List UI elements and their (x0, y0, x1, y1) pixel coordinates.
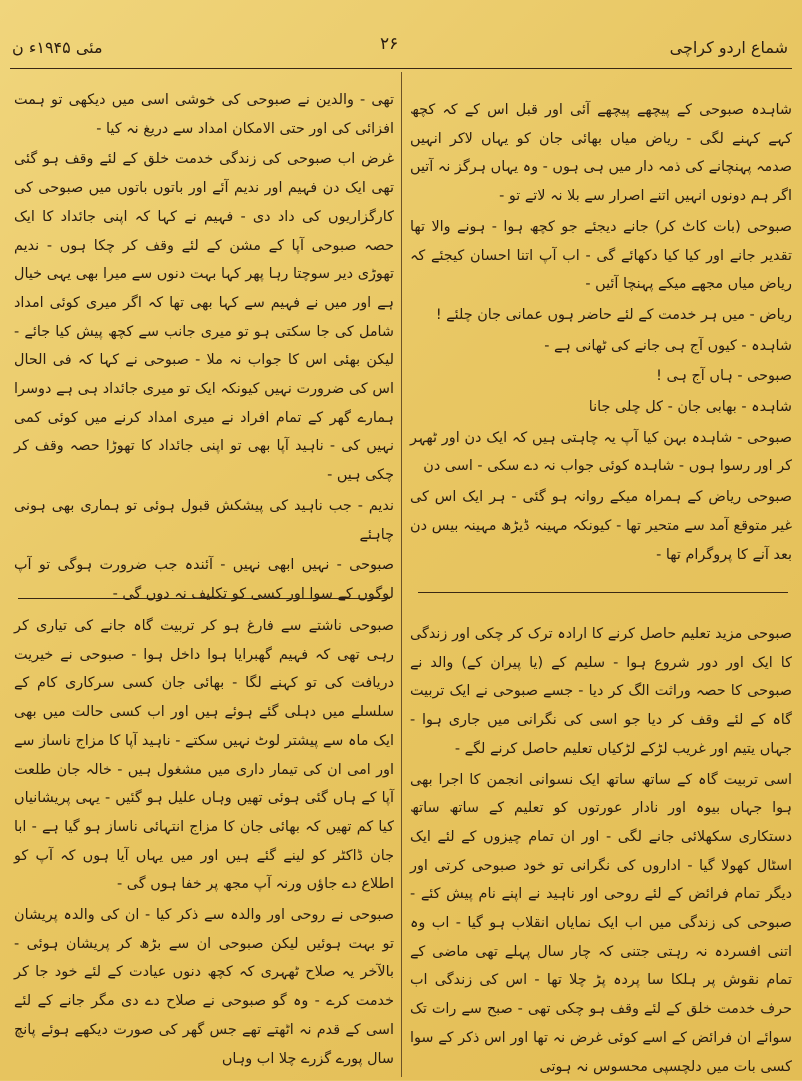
paragraph: شاہدہ - کیوں آج ہی جانے کی ٹھانی ہے - (544, 337, 792, 354)
paragraph: شاہدہ - بھابی جان - کل چلی جانا (588, 399, 792, 416)
paragraph: تھی - والدین نے صبوحی کی خوشی اسی میں دیکھی تو ہمت افزائی کی اور حتی الامکان امداد سے دریغ نہ کیا - (14, 92, 394, 137)
paragraph: شاہدہ صبوحی کے پیچھے پیچھے آئی اور قبل اس کے کہ کچھ کہے کہنے لگی - ریاض میاں بھائی جان کو یہاں لاکر انہیں صدمہ پہنچانے کی ذمہ دار میں ہی ہوں - وہ یہاں ہرگز نہ آتیں اگر ہم دونوں انہیں اتنے اصرار سے بلا نہ لاتے تو - (410, 102, 792, 205)
paragraph: ریاض - میں ہر خدمت کے لئے حاضر ہوں عمانی جان چلئے ! (435, 306, 792, 323)
paragraph: صبوحی - شاہدہ بہن کیا آپ یہ چاہتی ہیں کہ ایک دن اور ٹھہر کر اور رسوا ہوں - شاہدہ کوئی جواب نہ دے سکی - اسی دن (410, 429, 792, 475)
page-number: ۲۶ (380, 34, 399, 54)
paragraph: صبوحی - نہیں ابھی نہیں - آئندہ جب ضرورت ہوگی تو آپ لوگوں کے سوا اور کسی کو تکلیف نہ دوں گی - (14, 557, 394, 602)
section-rule (418, 592, 788, 593)
paragraph: صبوحی - ہاں آج ہی ! (656, 368, 792, 385)
left-column-bottom (14, 612, 394, 1077)
magazine-name: شماع اردو کراچی (669, 38, 788, 57)
paragraph: صبوحی (بات کاٹ کر) جانے دیجئے جو کچھ ہوا - ہونے والا تھا تقدیر جانے اور کیا کیا دکھائے گی - اب آپ اتنا احسان کیجئے کہ ریاض میاں مجھے میکے پہنچا آئیں - (410, 218, 792, 293)
paragraph: صبوحی مزید تعلیم حاصل کرنے کا ارادہ ترک کر چکی اور زندگی کا ایک اور دور شروع ہوا - سلیم کے (یا پیران کے) والد نے صبوحی کا حصہ وراثت الگ کر دیا - جسے صبوحی نے ایک تربیت گاہ کے لئے وقف کر دیا جو اسی کی نگرانی میں جاری ہوا - جہاں یتیم اور غریب لڑکے لڑکیاں تعلیم حاصل کرنے لگے - (410, 626, 792, 757)
header-rule (10, 68, 792, 69)
paragraph: صبوحی نے روحی اور والدہ سے ذکر کیا - ان کی والدہ پریشان تو بہت ہوئیں لیکن صبوحی ان سے بڑھ کر پریشان ہوئی - بالآخر یہ صلاح ٹھہری کہ کچھ دنوں عیادت کے لئے خود جا کر خدمت کرے - وہ گو صبوحی نے صلاح دے دی مگر جانے کے لئے اسی کے قدم نہ اٹھتے تھے جس گھر کی صورت دیکھے ہوئے پانچ سال پورے گزرے چلا اب وہاں (14, 907, 394, 1067)
page-header (0, 0, 802, 72)
right-column-top (410, 96, 792, 576)
column-divider (401, 72, 402, 1077)
paragraph: غرض اب صبوحی کی زندگی خدمت خلق کے لئے وقف ہو گئی تھی ایک دن فہیم اور ندیم آئے اور باتوں باتوں میں صبوحی کی کارگزاریوں کی داد دی - فہیم نے کہا کہ اپنی جائداد کا ایک حصہ صبوحی آپا کے مشن کے لئے وقف کر چکا ہوں - ندیم تھوڑی دیر سوچتا رہا پھر کہا بہت دنوں سے میرا بھی یہی خیال ہے اور میں نے فہیم سے کہا بھی تھا کہ اگر میری کوئی امداد شامل کی جا سکتی ہو تو میری جانب سے کچھ پیش کیا جائے - لیکن بھئی اس کا جواب نہ ملا - صبوحی نے کہا کہ فی الحال اس کی ضرورت نہیں کیونکہ ایک تو میری جائداد ہی ہے دوسرا ہمارے گھر کے تمام افراد نے میری امداد کرنے میں کوئی کمی نہیں کی - ناہید آپا بھی تو اپنی جائداد کا تھوڑا حصہ وقف کر چکی ہیں - (14, 151, 394, 484)
paragraph: اسی تربیت گاہ کے ساتھ ساتھ ایک نسوانی انجمن کا اجرا بھی ہوا جہاں بیوہ اور نادار عورتوں کو تعلیم کے ساتھ ساتھ دستکاری سکھلائی جانے لگی - اور ان تمام چیزوں کے لئے ایک اسٹال کھولا گیا - اداروں کی نگرانی تو خود صبوحی کرتی اور دیگر تمام فرائض کے لئے روحی اور ناہید نے اپنے نام پیش کئے - صبوحی کی زندگی میں اب ایک نمایاں انقلاب ہو گیا - اب وہ اتنی افسردہ نہ رہتی جتنی کہ چار سال پہلے تھی ماضی کے تمام نقوش پر ہلکا سا پردہ پڑ چلا تھا - اس کی زندگی اب حرف خدمت خلق کے لئے وقف ہو چکی تھی - صبح سے رات تک سوائے ان فرائض کے اسے کوئی غرض نہ تھا اور اس ذکر کے سوا کسی بات میں دلچسپی محسوس نہ ہوتی (410, 771, 792, 1075)
paragraph: صبوحی ناشتے سے فارغ ہو کر تربیت گاہ جانے کی تیاری کر رہی تھی کہ فہیم گھبرایا ہوا داخل ہوا - صبوحی نے خیریت دریافت کی تو کہنے لگا - بھائی جان کسی سرکاری کام کے سلسلے میں دہلی گئے ہوئے ہیں اور اب کسی حالت میں بھی ایک ماہ سے پیشتر لوٹ نہیں سکتے - ناہید آپا کا مزاج ناساز سے اور امی ان کی تیمار داری میں مشغول ہیں - خالہ جان طلعت آپا کے ہاں گئی ہوئی تھیں وہاں علیل ہو گئیں - یہی پریشانیاں کیا کم تھیں کہ بھائی جان کا مزاج انتہائی ناساز ہو گیا ہے - ابا جان ڈاکٹر کو لینے گئے ہیں اور میں یہاں آیا ہوں کہ آپ کو اطلاع دے جاؤں ورنہ آپ مجھ پر خفا ہوں گی - (14, 618, 394, 893)
paragraph: ندیم - جب ناہید کی پیشکش قبول ہوئی تو ہماری بھی ہونی چاہئے (14, 497, 394, 543)
left-column-top (14, 86, 394, 602)
paragraph: صبوحی ریاض کے ہمراہ میکے روانہ ہو گئی - ہر ایک اس کی غیر متوقع آمد سے متحیر تھا - کیونکہ مہینہ ڈیڑھ مہینہ بیس دن بعد آنے کا پروگرام تھا - (410, 489, 792, 563)
section-rule (18, 598, 390, 599)
issue-date: مئی ۱۹۴۵ء ن (12, 38, 103, 57)
right-column-bottom (410, 620, 792, 1075)
